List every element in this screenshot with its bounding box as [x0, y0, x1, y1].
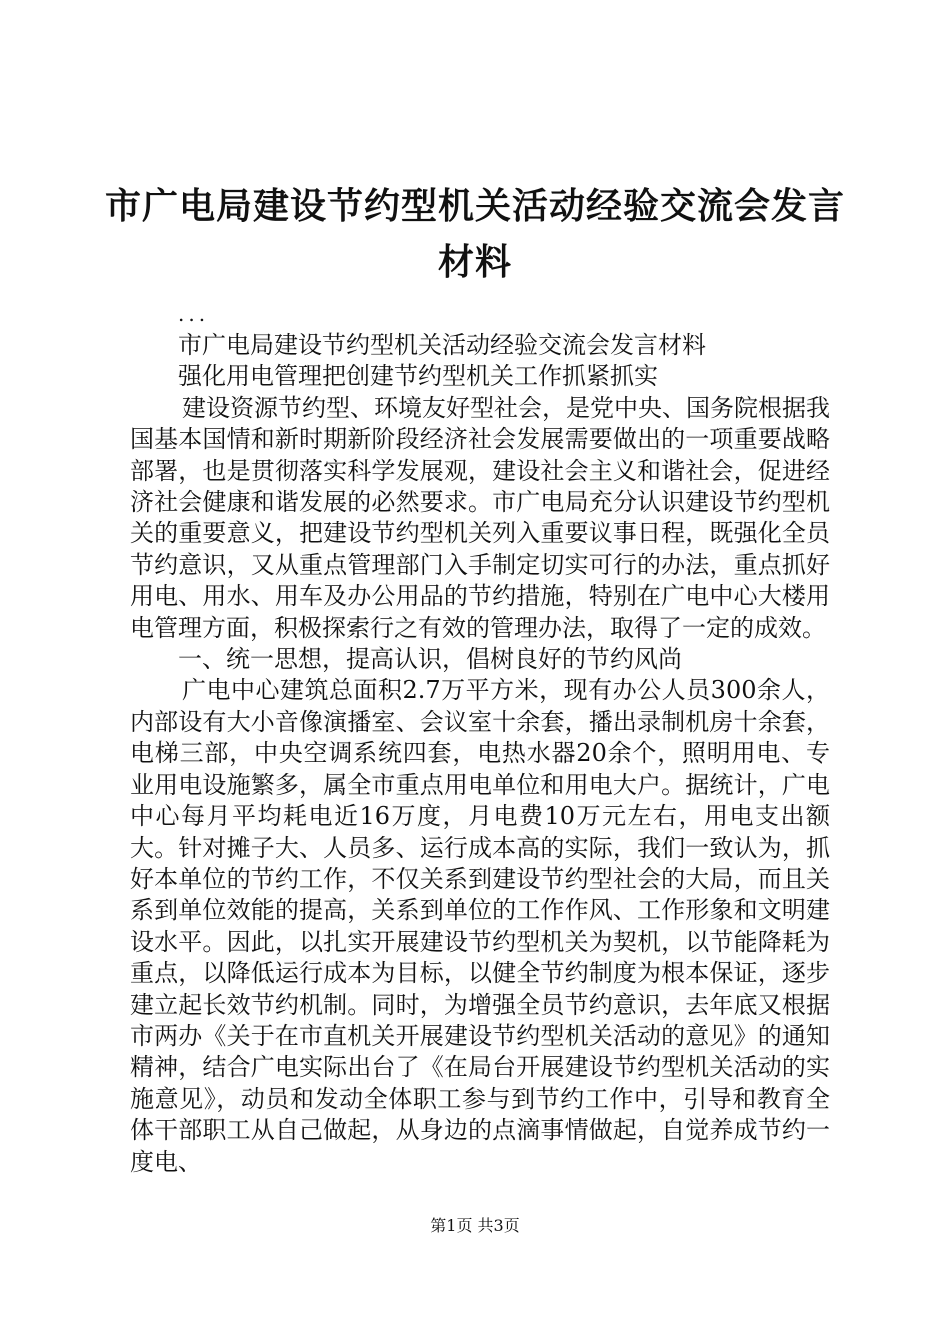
subtitle-line: 市广电局建设节约型机关活动经验交流会发言材料	[178, 331, 706, 359]
ellipsis-marker: ...	[178, 302, 210, 326]
document-body	[130, 302, 830, 1178]
body-paragraph: 建设资源节约型、环境友好型社会，是党中央、国务院根据我国基本国情和新时期新阶段经济社会发展需要做出的一项重要战略部署，也是贯彻落实科学发展观，建设社会主义和谐社会，促进经济社会健康和谐发展的必然要求。市广电局充分认识建设节约型机关的重要意义，把建设节约型机关列入重要议事日程，既强化全员节约意识，又从重点管理部门入手制定切实可行的办法，重点抓好用电、用水、用车及办公用品的节约措施，特别在广电中心大楼用电管理方面，积极探索行之有效的管理办法，取得了一定的成效。	[130, 393, 830, 642]
heading-line: 强化用电管理把创建节约型机关工作抓紧抓实	[178, 362, 658, 391]
page-footer: 第1页 共3页	[430, 1216, 520, 1235]
body-paragraph: 广电中心建筑总面积2.7万平方米，现有办公人员300余人，内部设有大小音像演播室、会议室十余套，播出录制机房十余套，电梯三部，中央空调系统四套，电热水器20余个，照明用电、专业用电设施繁多，属全市重点用电单位和用电大户。据统计，广电中心每月平均耗电近16万度，月电费10万元左右，用电支出额大。针对摊子大、人员多、运行成本高的实际，我们一致认为，抓好本单位的节约工作，不仅关系到建设节约型社会的大局，而且关系到单位效能的提高，关系到单位的工作作风、工作形象和文明建设水平。因此，以扎实开展建设节约型机关为契机，以节能降耗为重点，以降低运行成本为目标，以健全节约制度为根本保证，逐步建立起长效节约机制。同时，为增强全员节约意识，去年底又根据市两办《关于在市直机关开展建设节约型机关活动的意见》的通知精神，结合广电实际出台了《在局台开展建设节约型机关活动的实施意见》，动员和发动全体职工参与到节约工作中，引导和教育全体干部职工从自己做起，从身边的点滴事情做起，自觉养成节约一度电、	[130, 676, 830, 1176]
document-title: 市广电局建设节约型机关活动经验交流会发言材料	[104, 185, 845, 283]
section-heading: 一、统一思想，提高认识，倡树良好的节约风尚	[178, 645, 682, 674]
